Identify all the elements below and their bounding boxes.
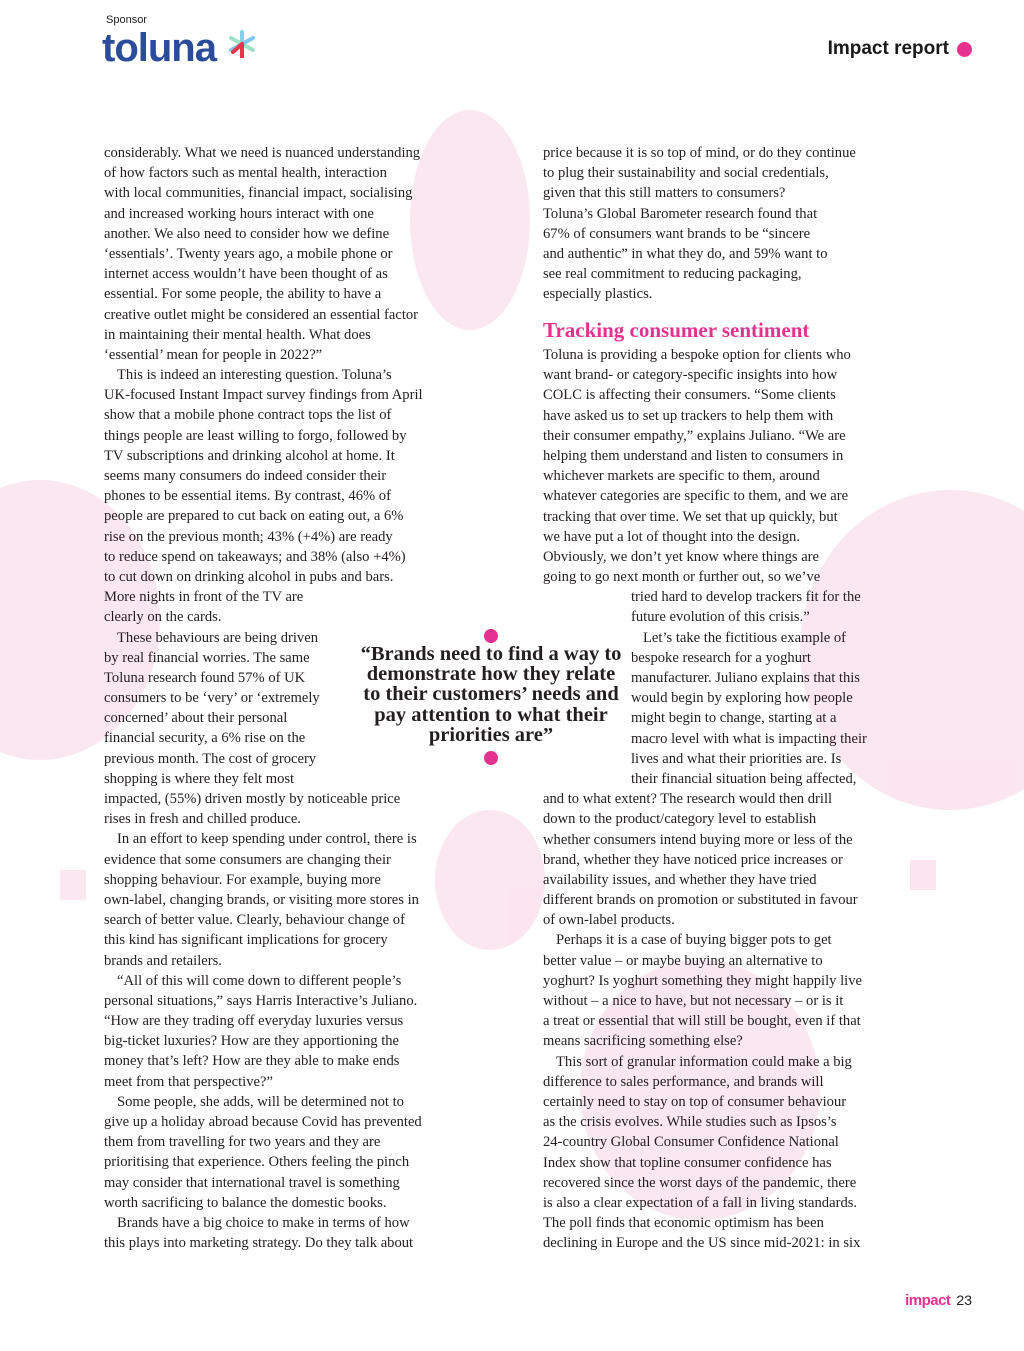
text-line: prioritising that experience. Others feeling the pinch (104, 1154, 410, 1171)
text-line: UK-focused Instant Impact survey findings from April (104, 387, 423, 404)
text-line: to plug their sustainability and social credentials, (543, 165, 829, 182)
text-line: them from travelling for two years and they are (104, 1134, 381, 1151)
section-title (828, 38, 972, 60)
text-line: financial security, a 6% rise on the (104, 730, 306, 747)
text-line: 67% of consumers want brands to be “sincere (543, 225, 811, 242)
text-line: and to what extent? The research would then drill (543, 791, 833, 808)
text-line: rises in fresh and chilled produce. (104, 811, 301, 828)
text-line: yoghurt? Is yoghurt something they might happily live (543, 972, 862, 989)
text-line: and authentic” in what they do, and 59% want to (543, 245, 828, 262)
text-line: big-ticket luxuries? How are they apportioning the (104, 1033, 400, 1050)
text-line: have asked us to set up trackers to help them with (543, 407, 834, 424)
text-line: More nights in front of the TV are (104, 589, 304, 606)
text-line: Obviously, we don’t yet know where things are (543, 548, 820, 565)
text-line: as the crisis evolves. While studies such as Ipsos’s (543, 1114, 837, 1131)
text-line: see real commitment to reducing packaging, (543, 266, 802, 283)
text-line: clearly on the cards. (104, 609, 222, 626)
text-line: declining in Europe and the US since mid-2021: in six (543, 1235, 861, 1252)
text-line: brands and retailers. (104, 952, 222, 969)
text-line: evidence that some consumers are changing their (104, 851, 391, 868)
text-line: recovered since the worst days of the pandemic, there (543, 1174, 857, 1191)
text-line: search of better value. Clearly, behaviour change of (104, 912, 405, 929)
quote-dot-icon (484, 751, 498, 765)
text-line: COLC is affecting their consumers. “Some clients (543, 387, 836, 404)
text-line: creative outlet might be considered an essential factor (104, 306, 419, 323)
text-line: essential. For some people, the ability to have a (104, 286, 382, 303)
text-line: Toluna’s Global Barometer research found that (543, 205, 818, 222)
footer-brand: impact (905, 1292, 951, 1309)
text-line: Toluna research found 57% of UK (104, 669, 306, 686)
text-line: we have put a lot of thought into the design. (543, 528, 800, 545)
text-line: give up a holiday abroad because Covid has prevented (104, 1114, 422, 1130)
text-line: this kind has significant implications for grocery (104, 932, 388, 949)
text-line: macro level with what is impacting their (631, 730, 867, 747)
text-line: people are prepared to cut back on eating out, a 6% (104, 508, 404, 525)
text-line: is also a clear expectation of a fall in living standards. (543, 1194, 858, 1211)
text-line: money that’s left? How are they able to make ends (104, 1053, 400, 1070)
text-line: down to the product/category level to establish (543, 811, 817, 828)
text-line: whether consumers intend buying more or less of the (543, 831, 853, 848)
text-line: The poll finds that economic optimism has been (543, 1215, 824, 1232)
text-line: Toluna is providing a bespoke option for clients who (543, 347, 851, 363)
text-line: “All of this will come down to different people’s (117, 972, 402, 989)
text-line: future evolution of this crisis.” (631, 609, 810, 626)
text-line: shopping is where they felt most (104, 770, 295, 787)
text-line: especially plastics. (543, 286, 653, 303)
text-line: shopping behaviour. For example, buying more (104, 871, 381, 888)
text-line: want brand- or category-specific insights into how (543, 367, 838, 384)
text-line: better value – or maybe buying an alternative to (543, 952, 823, 969)
text-line: ‘essentials’. Twenty years ago, a mobile phone or (104, 245, 393, 262)
text-line: own-label, changing brands, or visiting more stores in (104, 891, 419, 908)
text-line: things people are least willing to forgo, followed by (104, 427, 407, 444)
text-line: In an effort to keep spending under control, there is (117, 831, 417, 848)
text-line: helping them understand and listen to consumers in (543, 447, 844, 464)
page-footer (905, 1292, 972, 1309)
text-line: bespoke research for a yoghurt (631, 649, 811, 666)
text-line: TV subscriptions and drinking alcohol at home. It (104, 447, 395, 464)
text-line: brand, whether they have noticed price increases or (543, 851, 843, 868)
section-title-text: Impact report (827, 38, 949, 59)
text-line: may consider that international travel is something (104, 1174, 400, 1191)
text-line: in maintaining their mental health. What does (104, 326, 371, 343)
text-line: This sort of granular information could make a big (556, 1053, 852, 1070)
subheading: Tracking consumer sentiment (543, 318, 810, 342)
text-line: rise on the previous month; 43% (+4%) are ready (104, 528, 393, 545)
text-line: might begin to change, starting at a (631, 710, 837, 727)
text-line: a treat or essential that will still be bought, even if that (543, 1013, 861, 1030)
text-line: whatever categories are specific to them, and we are (543, 488, 849, 505)
text-line: their financial situation being affected, (631, 770, 857, 787)
text-line: manufacturer. Juliano explains that this (631, 670, 860, 686)
pull-quote: “Brands need to find a way to demonstrate how they relate to their customers’ needs and pay attention to what their priorities are” (360, 643, 622, 746)
text-line: Let’s take the fictitious example of (643, 629, 847, 646)
text-line: to cut down on drinking alcohol in pubs and bars. (104, 568, 394, 585)
text-line: of own-label products. (543, 912, 675, 929)
text-line: their consumer empathy,” explains Juliano. “We are (543, 427, 846, 444)
text-line: this plays into marketing strategy. Do they talk about (104, 1235, 414, 1252)
text-line: price because it is so top of mind, or do they continue (543, 145, 856, 161)
text-line: This is indeed an interesting question. Toluna’s (117, 367, 392, 384)
text-line: Brands have a big choice to make in terms of how (117, 1214, 410, 1231)
text-line: ‘essential’ mean for people in 2022?” (104, 346, 323, 363)
text-line: difference to sales performance, and brands will (543, 1073, 824, 1090)
text-line: These behaviours are being driven (117, 629, 318, 646)
asterisk-logo-icon (228, 30, 256, 58)
text-line: Perhaps it is a case of buying bigger pots to get (556, 932, 832, 949)
text-line: 24-country Global Consumer Confidence National (543, 1134, 839, 1151)
toluna-logo (102, 26, 216, 71)
text-line: another. We also need to consider how we define (104, 225, 390, 242)
text-line: seems many consumers do indeed consider their (104, 468, 387, 484)
quote-dot-icon (484, 629, 498, 643)
text-line: consumers to be ‘very’ or ‘extremely (104, 690, 320, 707)
text-line: would begin by exploring how people (631, 690, 853, 707)
text-line: given that this still matters to consumers? (543, 185, 786, 202)
text-line: tracking that over time. We set that up quickly, but (543, 508, 838, 525)
text-line: of how factors such as mental health, interaction (104, 165, 387, 182)
text-line: “How are they trading off everyday luxuries versus (104, 1013, 404, 1030)
right-column-top (543, 143, 856, 305)
text-line: worth sacrificing to balance the domestic books. (104, 1194, 387, 1211)
text-line: show that a mobile phone contract tops the list of (104, 407, 392, 424)
page-number: 23 (956, 1292, 972, 1308)
text-line: meet from that perspective?” (104, 1073, 273, 1090)
text-line: without – a nice to have, but not necessary – or is it (543, 993, 844, 1009)
right-column-body (543, 345, 867, 1253)
logo-text: toluna (102, 26, 216, 70)
text-line: lives and what their priorities are. Is (631, 750, 842, 767)
text-line: certainly need to stay on top of consumer behaviour (543, 1093, 847, 1110)
text-line: with local communities, financial impact, socialising (104, 185, 413, 202)
text-line: going to go next month or further out, so we’ve (543, 569, 821, 586)
sponsor-label: Sponsor (106, 14, 147, 26)
text-line: personal situations,” says Harris Interactive’s Juliano. (104, 992, 418, 1009)
text-line: previous month. The cost of grocery (104, 750, 317, 767)
text-line: availability issues, and whether they have tried (543, 871, 817, 888)
text-line: tried hard to develop trackers fit for the (631, 589, 861, 606)
text-line: Index show that topline consumer confidence has (543, 1154, 832, 1171)
text-line: considerably. What we need is nuanced understanding (104, 145, 421, 161)
text-line: means sacrificing something else? (543, 1033, 743, 1050)
text-line: Some people, she adds, will be determined not to (117, 1093, 404, 1110)
text-line: and increased working hours interact with one (104, 205, 374, 222)
pink-dot-icon (957, 42, 972, 57)
text-line: to reduce spend on takeaways; and 38% (also +4%) (104, 548, 406, 565)
text-line: whichever markets are specific to them, around (543, 468, 820, 485)
text-line: impacted, (55%) driven mostly by noticeable price (104, 791, 401, 807)
text-line: phones to be essential items. By contrast, 46% of (104, 488, 391, 505)
text-line: internet access wouldn’t have been thought of as (104, 266, 388, 283)
text-line: different brands on promotion or substituted in favour (543, 892, 858, 909)
text-line: by real financial worries. The same (104, 649, 310, 666)
text-line: concerned’ about their personal (104, 710, 288, 727)
